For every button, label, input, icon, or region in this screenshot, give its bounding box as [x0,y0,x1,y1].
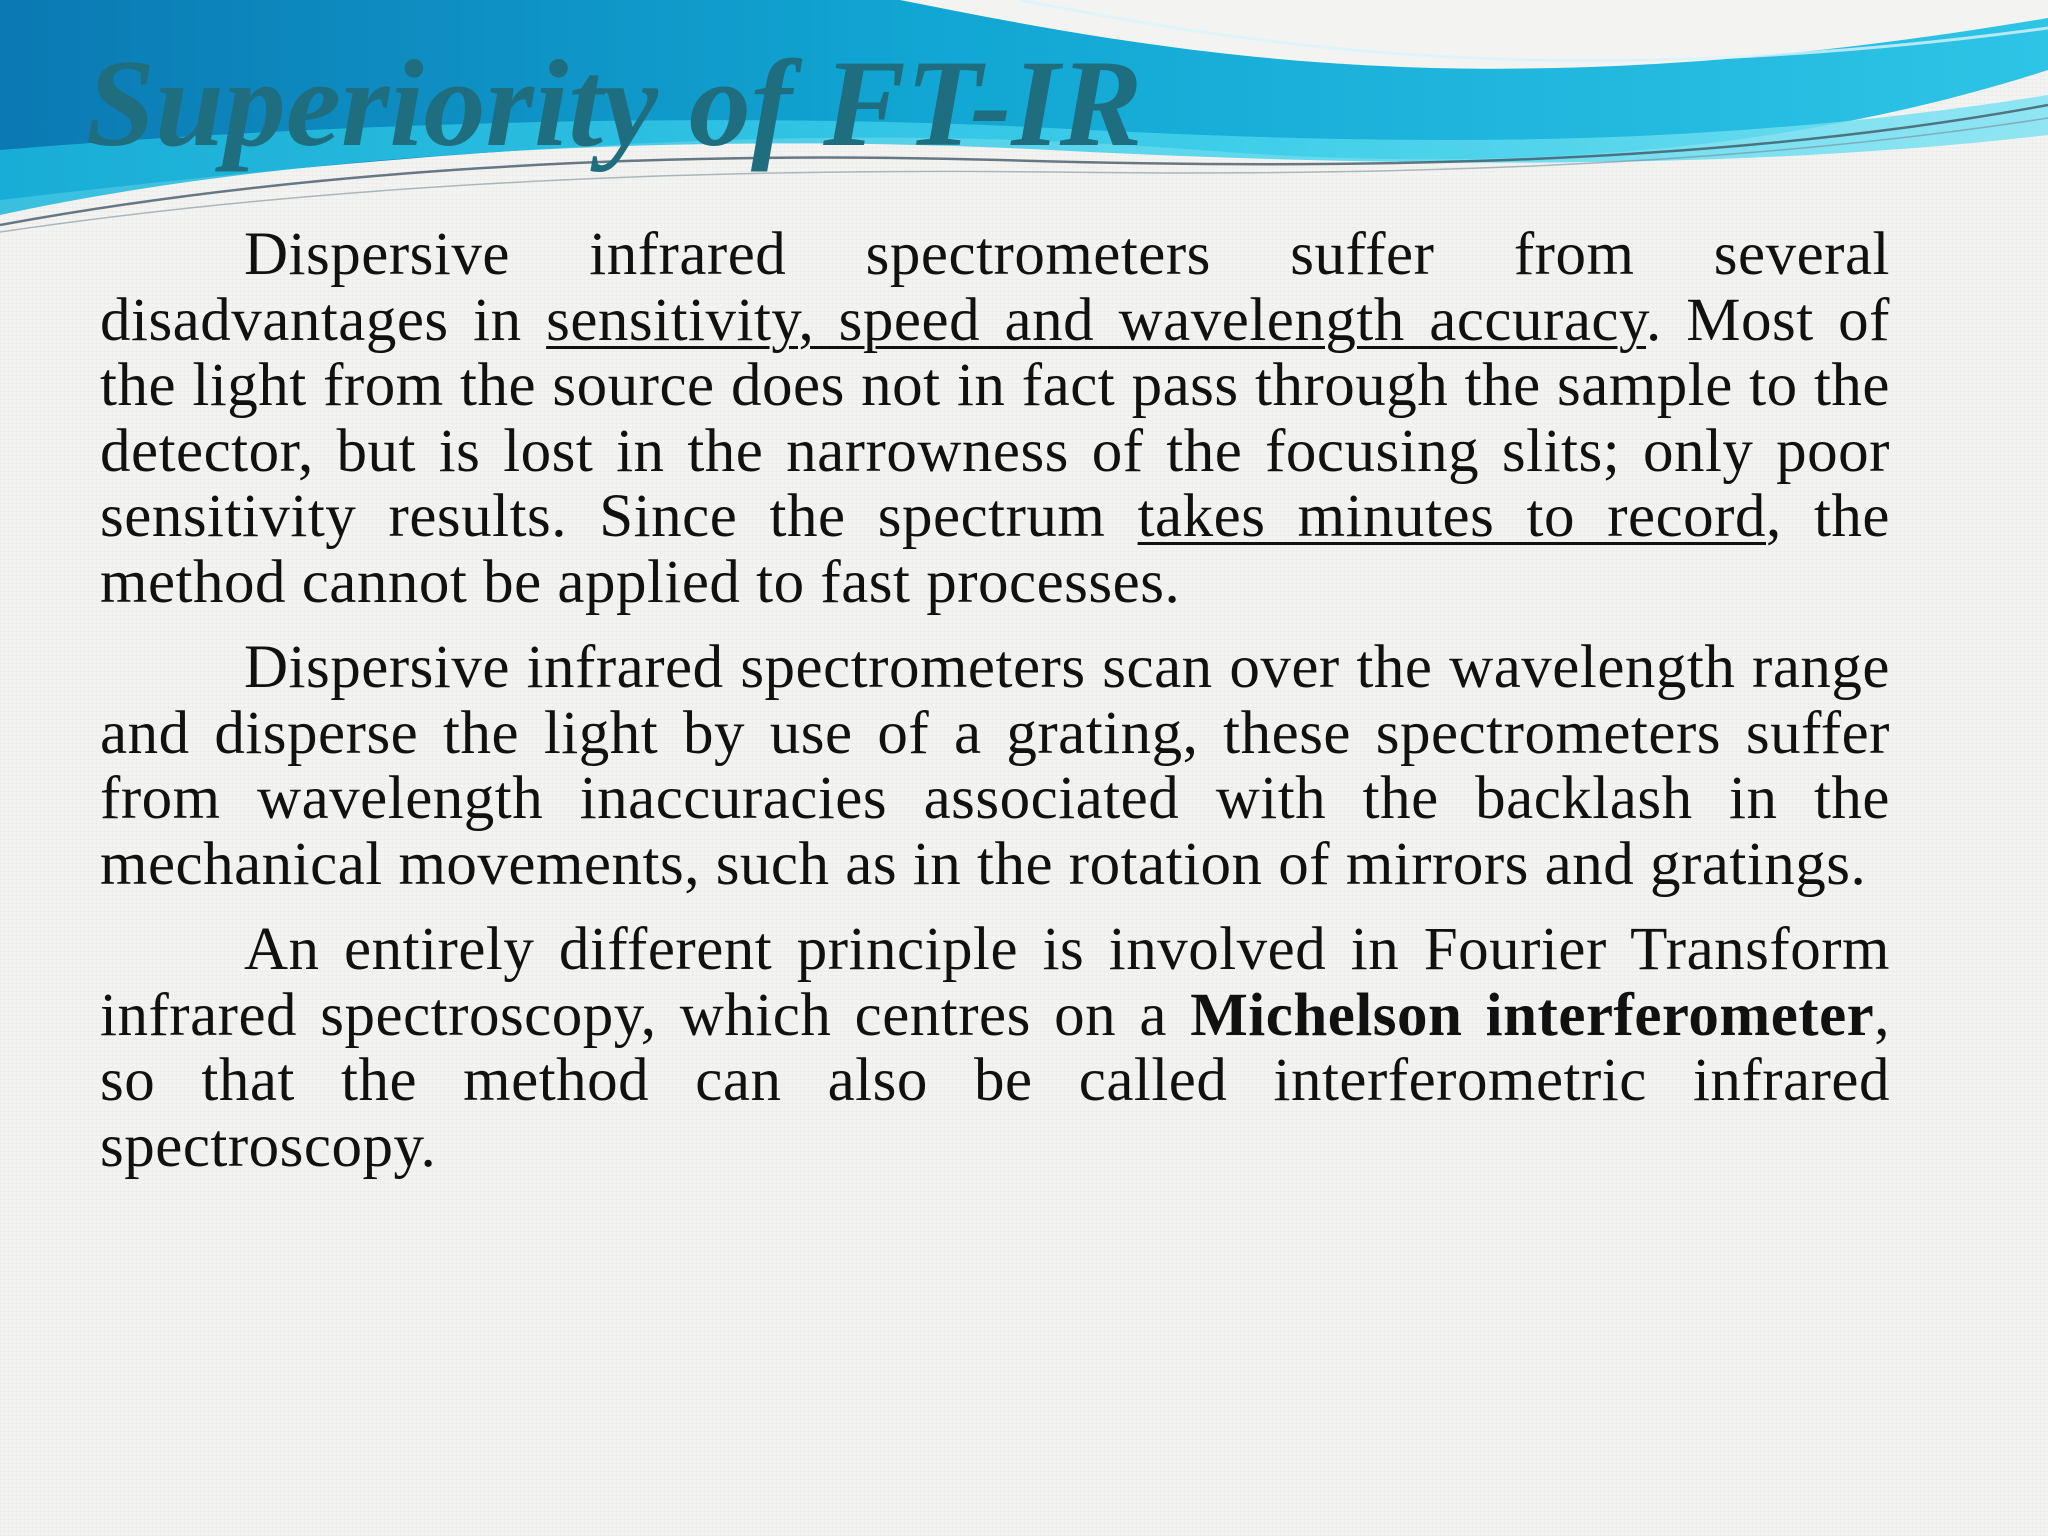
paragraph-text: Dispersive infrared spectrometers scan over the wavelength range and disperse the light by use of a grating, these spectrometers suffer from wavelength inaccuracies associated with the backlash in the mechanical movements, such as in the rotation of mirrors and gratings. [100,634,1890,898]
body-paragraph [100,917,1890,1179]
paragraph-text: , the method cannot be applied to fast processes. [100,483,1890,616]
paragraph-text: , so that the method can also be called interferometric infrared spectroscopy. [100,981,1890,1180]
paragraph-text: An entirely different principle is involved in Fourier Transform infrared spectroscopy, which centres on a [100,916,1890,1049]
paragraph-text: . Most of the light from the source does not in fact pass through the sample to the detector, but is lost in the narrowness of the focusing slits; only poor sensitivity results. Since the spectrum [100,286,1890,550]
body-paragraph [100,635,1890,897]
paragraph-text: Dispersive infrared spectrometers suffer from several disadvantages in [100,221,1890,354]
slide-title: Superiority of FT-IR [86,35,1143,172]
bold-term: Michelson interferometer [1190,981,1875,1049]
body-paragraph [100,222,1890,615]
underlined-phrase: sensitivity, speed and wavelength accuracy [546,286,1647,354]
slide-body [100,222,1890,1199]
underlined-phrase: takes minutes to record [1137,483,1766,550]
